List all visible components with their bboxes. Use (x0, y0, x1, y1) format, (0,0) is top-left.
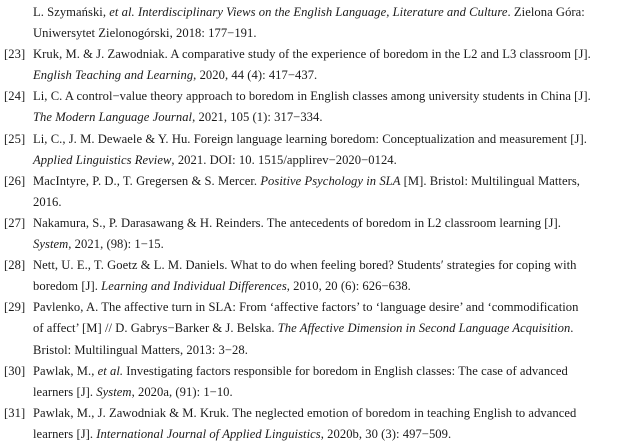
reference-number: [27] (4, 215, 26, 230)
reference-line: of affect’ [M] // D. Gabrys−Barker & J. Belska. The Affective Dimension in Second Language Acquisition. (33, 321, 574, 336)
reference-entry (4, 2, 625, 44)
reference-line: [25] Li, C., J. M. Dewaele & Y. Hu. Foreign language learning boredom: Conceptualization and measurement [J]. (4, 129, 625, 150)
reference-line: Uniwersytet Zielonogórski, 2018: 177−191. (33, 26, 257, 41)
reference-entry (4, 86, 625, 128)
reference-line: Bristol: Multilingual Matters, 2013: 3−28. (33, 342, 248, 357)
reference-line: System, 2021, (98): 1−15. (33, 237, 164, 252)
reference-number: [24] (4, 89, 26, 104)
reference-number: [28] (4, 258, 26, 273)
reference-line: L. Szymański, et al. Interdisciplinary Views on the English Language, Literature and Culture. Zielona Góra: (33, 5, 585, 19)
reference-line: [31] Pawlak, M., J. Zawodniak & M. Kruk. The neglected emotion of boredom in teaching English to advanced (4, 403, 625, 424)
reference-line: [29] Pavlenko, A. The affective turn in SLA: From ‘affective factors’ to ‘language desire’ and ‘commodification (4, 297, 625, 318)
reference-line: [27] Nakamura, S., P. Darasawang & H. Reinders. The antecedents of boredom in L2 classroom learning [J]. (4, 213, 625, 234)
reference-number: [25] (4, 131, 26, 146)
reference-entry (4, 403, 625, 445)
reference-number: [29] (4, 300, 26, 315)
reference-line: 2016. (33, 194, 62, 209)
reference-entry (4, 129, 625, 171)
reference-line: English Teaching and Learning, 2020, 44 (4): 417−437. (33, 68, 318, 83)
reference-entry (4, 213, 625, 255)
reference-entry (4, 171, 625, 213)
reference-line: [26] MacIntyre, P. D., T. Gregersen & S. Mercer. Positive Psychology in SLA [M]. Bristol: Multilingual Matters, (4, 171, 625, 192)
reference-line: [28] Nett, U. E., T. Goetz & L. M. Daniels. What to do when feeling bored? Students′ strategies for coping with (4, 255, 625, 276)
reference-number: [30] (4, 363, 26, 378)
reference-number: [23] (4, 47, 26, 62)
reference-number: [26] (4, 173, 26, 188)
reference-line: learners [J]. International Journal of Applied Linguistics, 2020b, 30 (3): 497−509. (33, 426, 452, 441)
reference-line: learners [J]. System, 2020a, (91): 1−10. (33, 384, 233, 399)
reference-line: Applied Linguistics Review, 2021. DOI: 10. 1515/applirev−2020−0124. (33, 152, 397, 167)
reference-entry (4, 361, 625, 403)
reference-entry (4, 297, 625, 360)
reference-number: [31] (4, 405, 26, 420)
reference-line: [24] Li, C. A control−value theory approach to boredom in English classes among university students in China [J]. (4, 86, 625, 107)
reference-line: The Modern Language Journal, 2021, 105 (1): 317−334. (33, 110, 323, 125)
reference-line: boredom [J]. Learning and Individual Differences, 2010, 20 (6): 626−638. (33, 279, 411, 294)
reference-entry (4, 44, 625, 86)
reference-line: [30] Pawlak, M., et al. Investigating factors responsible for boredom in English classes: The case of advanced (4, 361, 625, 382)
reference-entry (4, 255, 625, 297)
reference-line: [23] Kruk, M. & J. Zawodniak. A comparative study of the experience of boredom in the L2 and L3 classroom [J]. (4, 44, 625, 65)
